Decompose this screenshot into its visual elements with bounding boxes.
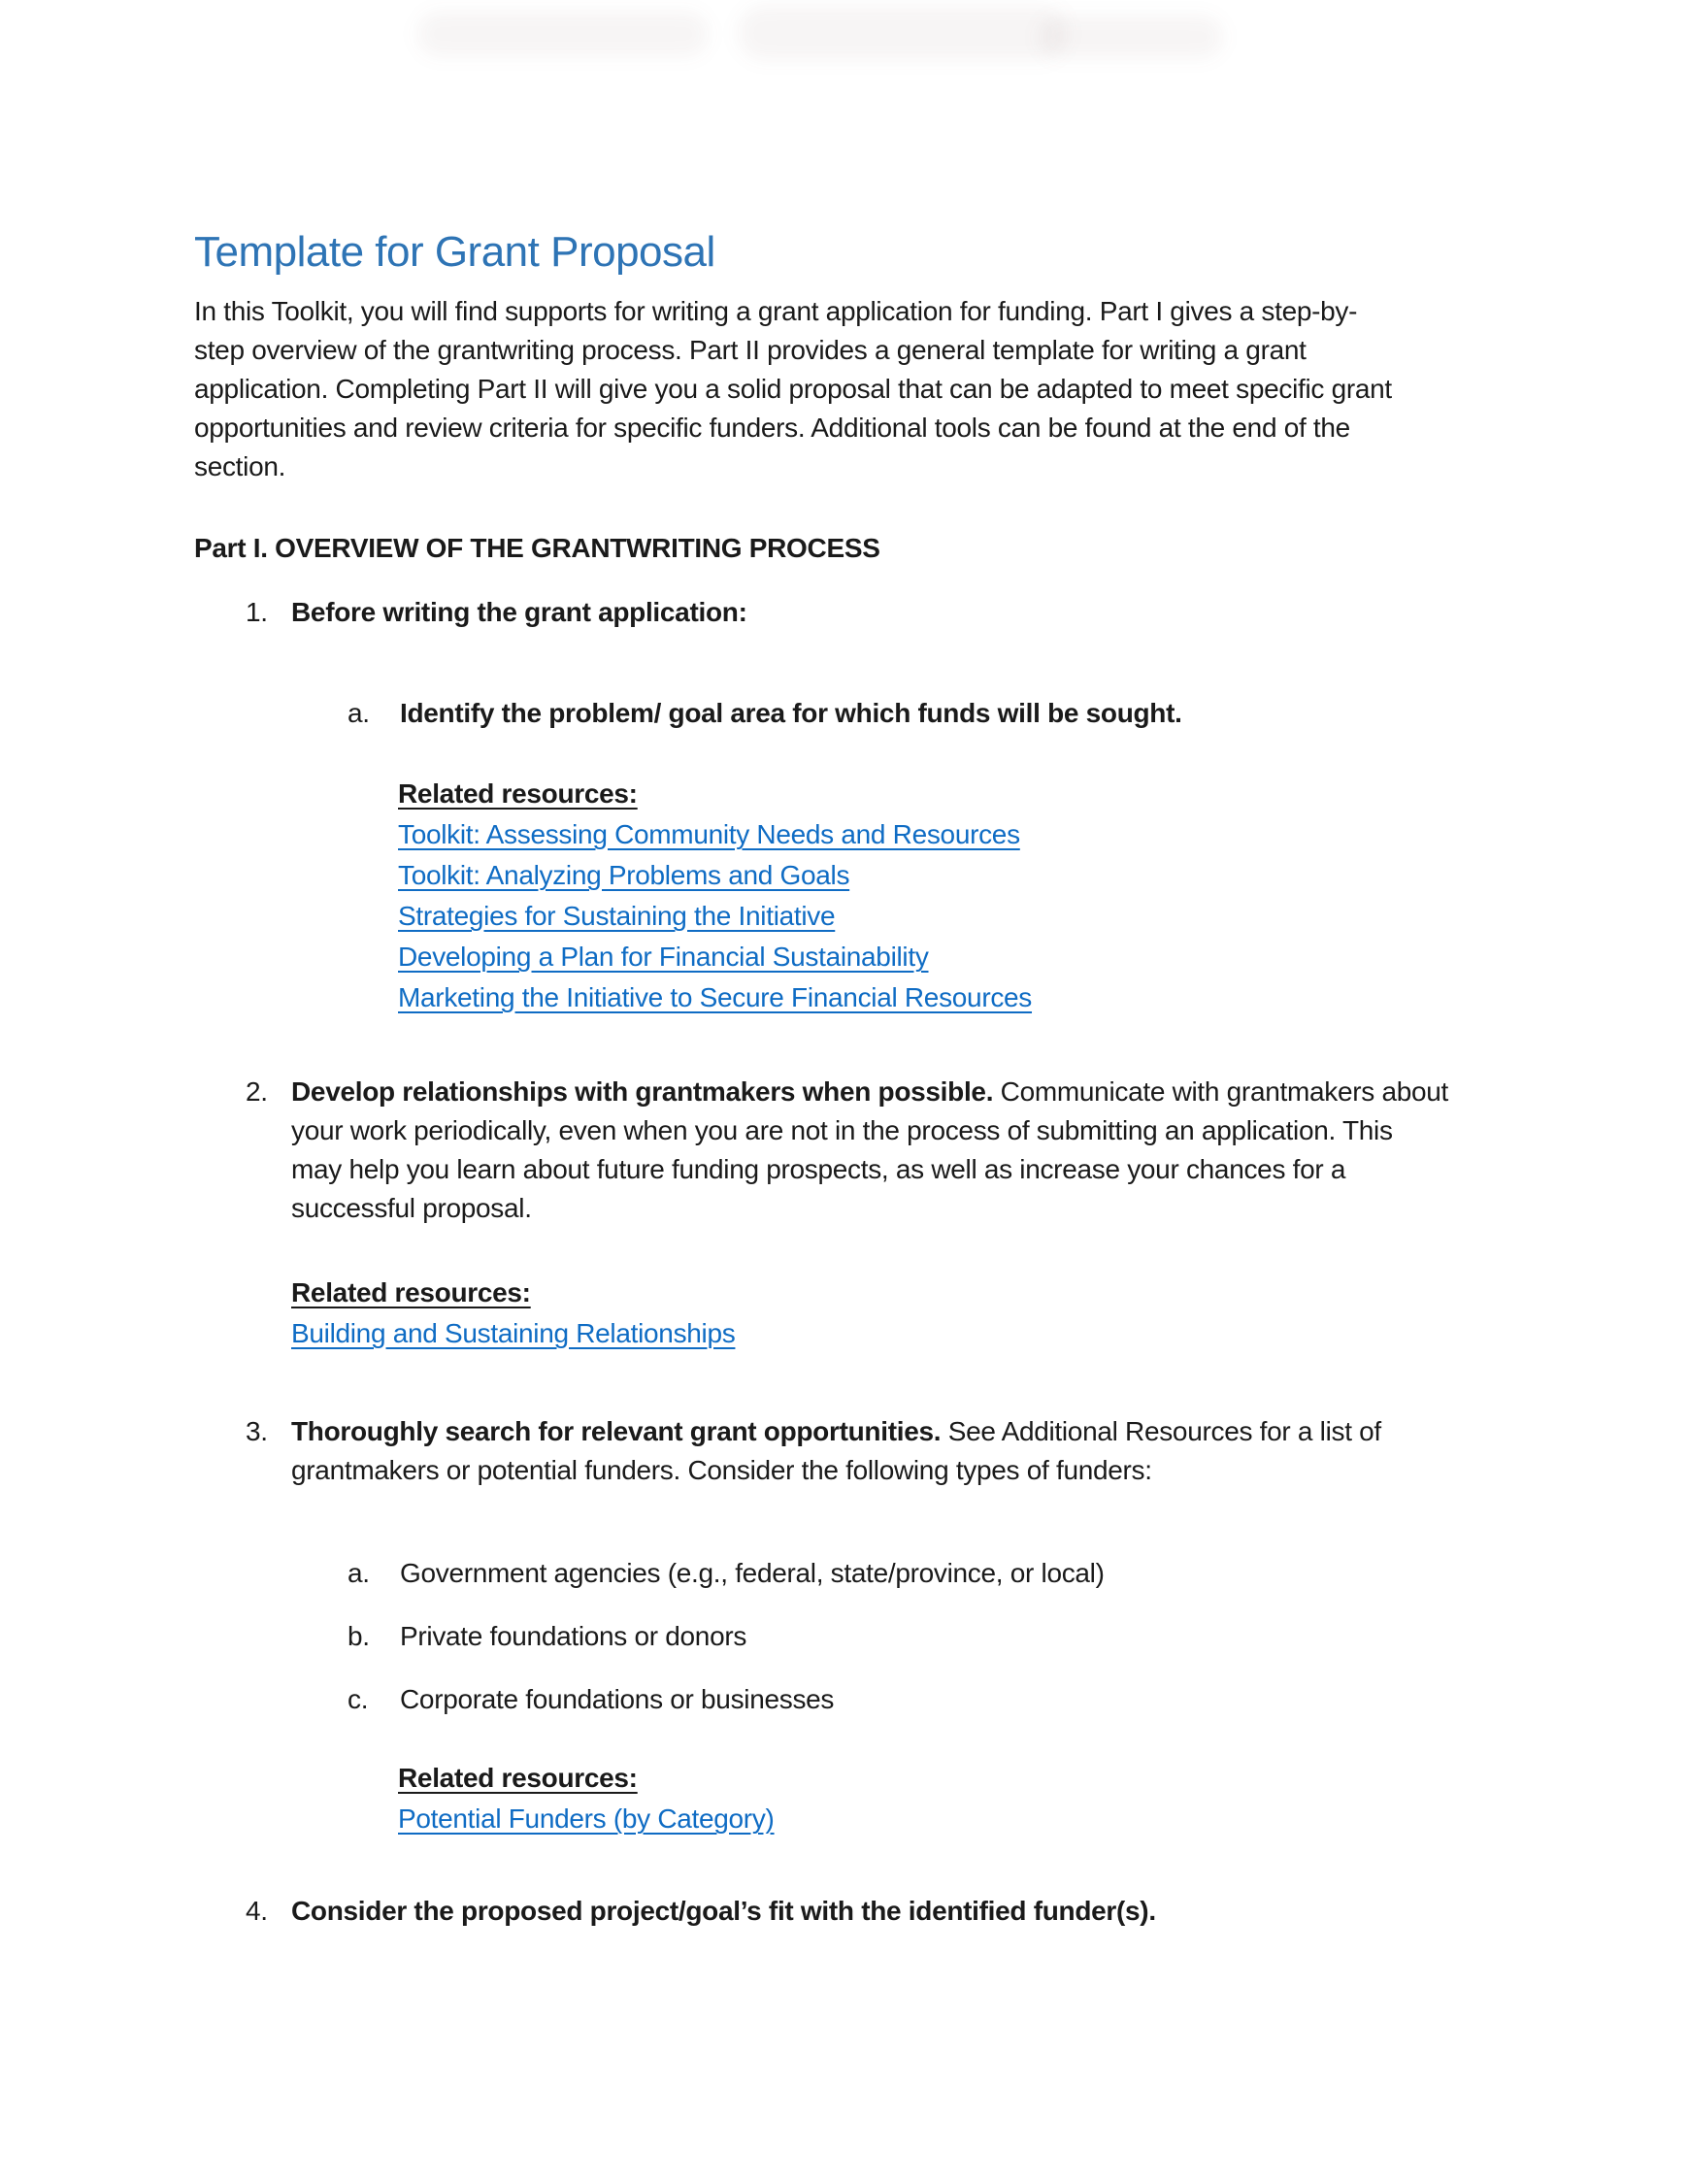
- list-item-3: [246, 1412, 1688, 1490]
- list-item-3-lead: Thoroughly search for relevant grant opportunities.: [291, 1416, 942, 1446]
- list-item-2-text: Communicate with grantmakers about: [993, 1076, 1449, 1107]
- list-item-3b-text: Private foundations or donors: [400, 1621, 747, 1651]
- scan-artifact: [1039, 16, 1223, 58]
- list-marker: 1.: [246, 597, 268, 627]
- list-item-1a-text: Identify the problem/ goal area for which funds will be sought.: [400, 698, 1182, 728]
- link-developing-plan-financial-sustainability[interactable]: Developing a Plan for Financial Sustainability: [398, 942, 929, 972]
- list-item-3c-text: Corporate foundations or businesses: [400, 1684, 835, 1714]
- link-toolkit-assessing-community-needs[interactable]: Toolkit: Assessing Community Needs and Resources: [398, 819, 1020, 849]
- list-marker: a.: [348, 1558, 370, 1588]
- scan-artifact: [417, 12, 709, 56]
- part1-heading: Part I. OVERVIEW OF THE GRANTWRITING PROCESS: [194, 533, 880, 563]
- list-item-2-line: your work periodically, even when you are not in the process of submitting an application. This: [291, 1115, 1393, 1145]
- list-item-3-line: [291, 1412, 1688, 1451]
- related-resources-label: Related resources:: [291, 1277, 531, 1307]
- list-item-4-text: Consider the proposed project/goal’s fit with the identified funder(s).: [291, 1896, 1156, 1926]
- scan-artifact: [738, 6, 1068, 60]
- related-resources-block-1: [398, 774, 1688, 1018]
- intro-line: application. Completing Part II will give you a solid proposal that can be adapted to meet specific grant: [194, 374, 1392, 404]
- page-title: Template for Grant Proposal: [194, 228, 715, 276]
- list-marker: b.: [348, 1621, 370, 1651]
- list-item-3a-text: Government agencies (e.g., federal, state/province, or local): [400, 1558, 1105, 1588]
- intro-line: section.: [194, 451, 286, 481]
- intro-line: In this Toolkit, you will find supports for writing a grant application for funding. Part I gives a step-by-: [194, 296, 1358, 326]
- list-marker: 3.: [246, 1416, 268, 1446]
- link-marketing-initiative-secure-financial-resources[interactable]: Marketing the Initiative to Secure Financial Resources: [398, 982, 1033, 1012]
- intro-line: step overview of the grantwriting process. Part II provides a general template for writing a grant: [194, 335, 1307, 365]
- related-resources-label: Related resources:: [398, 778, 638, 809]
- link-toolkit-analyzing-problems-goals[interactable]: Toolkit: Analyzing Problems and Goals: [398, 860, 850, 890]
- link-building-sustaining-relationships[interactable]: Building and Sustaining Relationships: [291, 1318, 736, 1348]
- list-item-2-line: successful proposal.: [291, 1193, 532, 1223]
- list-marker: c.: [348, 1684, 369, 1714]
- list-marker: 2.: [246, 1076, 268, 1107]
- list-item-3b: [348, 1617, 1688, 1656]
- list-item-2-lead: Develop relationships with grantmakers when possible.: [291, 1076, 994, 1107]
- intro-line: opportunities and review criteria for specific funders. Additional tools can be found at the end of the: [194, 413, 1350, 443]
- list-item-3c: [348, 1680, 1688, 1719]
- list-item-2: [246, 1073, 1688, 1228]
- list-marker: 4.: [246, 1896, 268, 1926]
- related-resources-block-3: [398, 1758, 1688, 1839]
- list-item-2-line: may help you learn about future funding prospects, as well as increase your chances for a: [291, 1154, 1346, 1184]
- link-potential-funders-by-category[interactable]: Potential Funders (by Category): [398, 1803, 775, 1834]
- list-item-1a: [348, 694, 1688, 733]
- list-item-2-line: [291, 1073, 1688, 1111]
- list-item-1: [246, 593, 1688, 632]
- related-resources-block-2: [291, 1273, 1688, 1354]
- list-item-3-text: See Additional Resources for a list of: [941, 1416, 1381, 1446]
- link-strategies-sustaining-initiative[interactable]: Strategies for Sustaining the Initiative: [398, 901, 836, 931]
- list-item-3a: [348, 1554, 1688, 1593]
- intro-paragraph: [194, 292, 1688, 486]
- related-resources-label: Related resources:: [398, 1763, 638, 1793]
- list-item-1-text: Before writing the grant application:: [291, 597, 747, 627]
- list-item-4: [246, 1892, 1688, 1931]
- list-marker: a.: [348, 698, 370, 728]
- list-item-3-line: grantmakers or potential funders. Consider the following types of funders:: [291, 1455, 1152, 1485]
